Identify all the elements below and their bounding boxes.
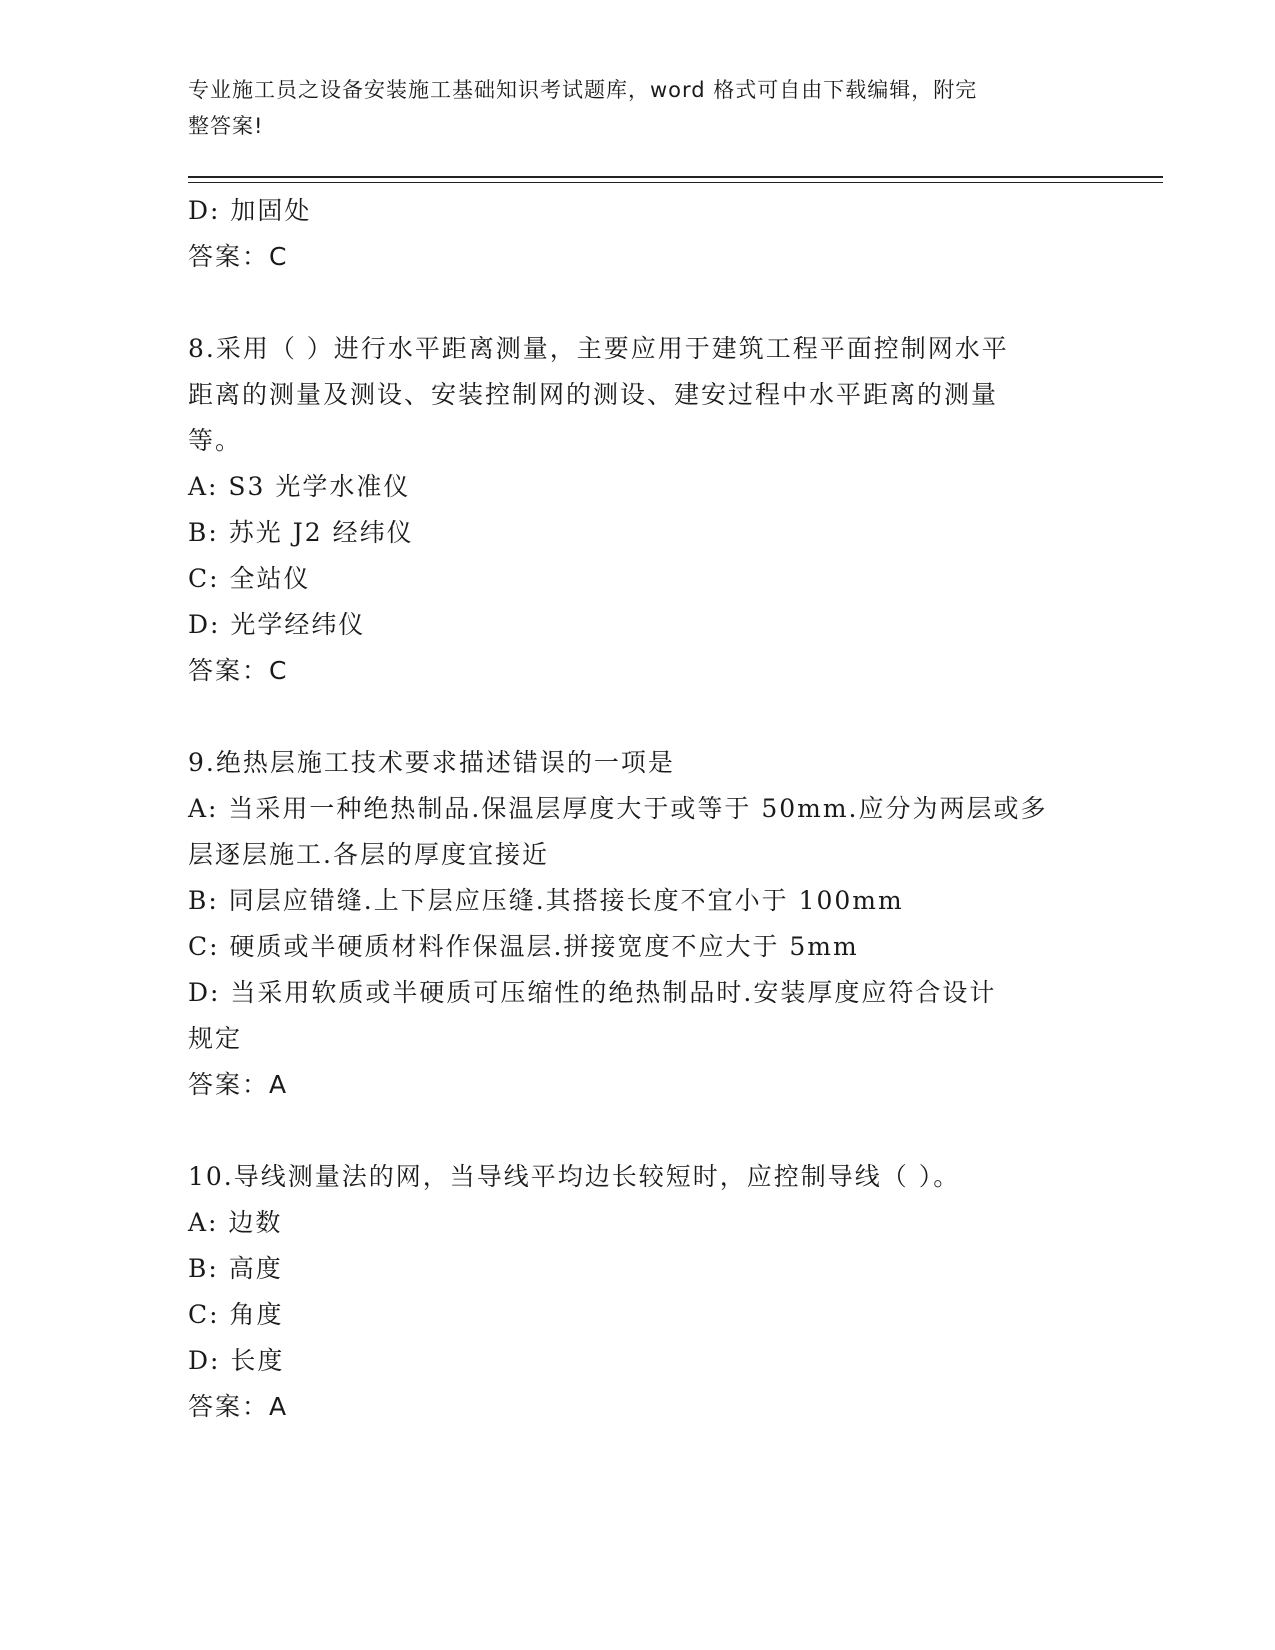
header-title-line-2: 整答案! [188,114,264,138]
header-divider-thin [188,182,1163,183]
question-stem: 9.绝热层施工技术要求描述错误的一项是 [188,748,675,777]
option-d: D: 加固处 [188,196,312,225]
question-stem-line-2: 距离的测量及测设、安装控制网的测设、建安过程中水平距离的测量 [188,380,999,409]
option-a-line-2: 层逐层施工.各层的厚度宜接近 [188,840,549,869]
option-a: A: S3 光学水准仪 [188,472,411,501]
spacer [188,280,1088,326]
previous-question-tail [188,188,1088,280]
question-stem: 10.导线测量法的网，当导线平均边长较短时，应控制导线（ ）。 [188,1162,961,1191]
answer-line: 答案：A [188,1070,289,1099]
answer-line: 答案：A [188,1392,289,1421]
option-b: B: 高度 [188,1254,283,1283]
option-a-line-1: A: 当采用一种绝热制品.保温层厚度大于或等于 50mm.应分为两层或多 [188,794,1048,823]
option-c: C: 全站仪 [188,564,311,593]
question-8 [188,326,1088,694]
page-header [188,72,1078,144]
header-divider-thick [188,176,1163,178]
option-d: D: 长度 [188,1346,285,1375]
answer-line: 答案：C [188,656,289,685]
option-d: D: 光学经纬仪 [188,610,366,639]
question-9 [188,740,1088,1108]
spacer [188,694,1088,740]
question-stem-line-1: 8.采用（ ）进行水平距离测量，主要应用于建筑工程平面控制网水平 [188,334,1009,363]
answer-line: 答案：C [188,242,289,271]
question-10 [188,1154,1088,1430]
option-b: B: 苏光 J2 经纬仪 [188,518,414,547]
header-title-line-1: 专业施工员之设备安装施工基础知识考试题库，word 格式可自由下载编辑，附完 [188,78,978,102]
option-d-line-2: 规定 [188,1024,243,1053]
option-c: C: 角度 [188,1300,284,1329]
spacer [188,1108,1088,1154]
option-d-line-1: D: 当采用软质或半硬质可压缩性的绝热制品时.安装厚度应符合设计 [188,978,997,1007]
option-a: A: 边数 [188,1208,283,1237]
option-c: C: 硬质或半硬质材料作保温层.拼接宽度不应大于 5mm [188,932,859,961]
option-b: B: 同层应错缝.上下层应压缝.其搭接长度不宜小于 100mm [188,886,904,915]
question-content [188,188,1088,1430]
question-stem-line-3: 等。 [188,426,243,455]
